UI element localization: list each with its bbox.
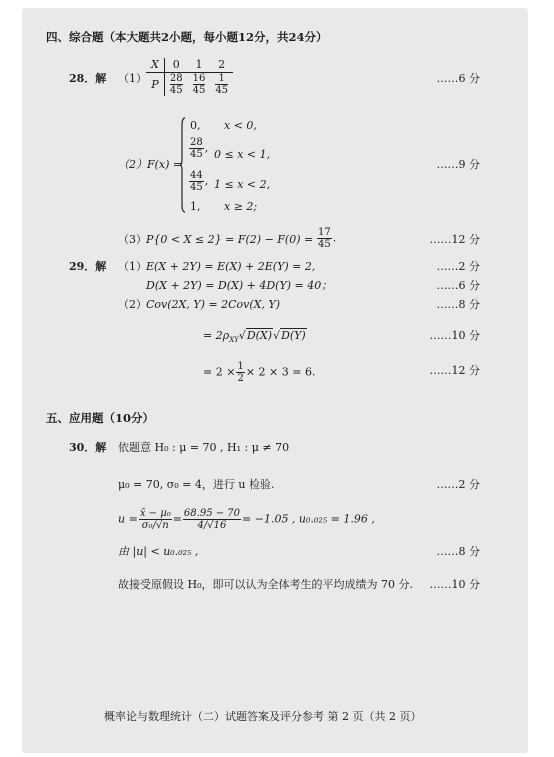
cdf-case-condition: 0 ≤ x < 1, xyxy=(214,148,271,161)
section4-heading: 四、综合题（本大题共2小题，每小题12分，共24分） xyxy=(46,30,328,44)
q28-part3-result: $\frac{17}{45}$ . xyxy=(318,227,337,250)
cdf-case-value: 0, xyxy=(190,119,201,132)
q28-part3-expression: P{0 < X ≤ 2} = F(2) − F(0) = xyxy=(146,233,314,246)
q28-part3-points: ……12 分 xyxy=(429,233,480,246)
cdf-case-value: $\frac{28}{45}$ , xyxy=(190,137,209,160)
cdf-case-value: 1, xyxy=(190,200,201,213)
q30-number: 30．解 xyxy=(69,441,107,454)
q30-test-statistic: u = $\frac{\text{x̄ − μ₀}}{\text{σ₀/√n}}$ = $\frac{68.95 - 70}{4/√16}$ = −1.05 , u₀.₀₂₅ = 1.96 , xyxy=(118,508,375,531)
q28-number: 28．解 xyxy=(69,72,107,85)
cdf-case-condition: x < 0, xyxy=(224,119,257,132)
table-x-value: 0 xyxy=(164,58,187,73)
q29-line2: D(X + 2Y) = D(X) + 4D(Y) = 40； xyxy=(146,279,333,292)
section5-heading: 五、应用题（10分） xyxy=(46,411,155,425)
q30-hypotheses: 依题意 H₀ : μ = 70 , H₁ : μ ≠ 70 xyxy=(118,441,290,454)
cdf-case-value: $\frac{44}{45}$ , xyxy=(190,170,209,193)
table-p-value: 28 45 xyxy=(169,73,183,96)
q29-line5: = 2 × $\frac{1}{2}$ × 2 × 3 = 6. xyxy=(203,361,316,384)
page-footer: 概率论与数理统计（二）试题答案及评分参考 第 2 页（共 2 页） xyxy=(104,710,422,723)
q29-number: 29．解 xyxy=(69,260,107,273)
q30-line4-points: ……8 分 xyxy=(436,545,480,558)
table-x-value: 2 xyxy=(210,58,233,73)
q29-line4-points: ……10 分 xyxy=(429,329,480,342)
q29-line1: E(X + 2Y) = E(X) + 2E(Y) = 2, xyxy=(146,260,316,273)
q30-parameters: μ₀ = 70, σ₀ = 4，进行 u 检验. xyxy=(118,478,275,491)
q28-part1-label: （1） xyxy=(118,72,147,85)
q29-line1-points: ……2 分 xyxy=(436,260,480,273)
table-p-value: 16 45 xyxy=(192,73,206,96)
q28-part2-label: （2）F(x) = xyxy=(118,158,183,171)
q28-part2-points: ……9 分 xyxy=(436,158,480,171)
q29-line4: = $2\rho_{XY}√D(X)√D(Y)$ xyxy=(203,329,306,345)
q30-conclusion: 故接受原假设 H₀，即可以认为全体考生的平均成绩为 70 分. xyxy=(118,578,413,591)
left-brace xyxy=(180,117,186,213)
q29-part2-label: （2） xyxy=(118,298,147,311)
table-x-label: X xyxy=(146,58,164,73)
q30-comparison: 由 |u| < u₀.₀₂₅ , xyxy=(118,545,199,558)
table-p-label: P xyxy=(146,73,164,97)
cdf-case-condition: 1 ≤ x < 2, xyxy=(214,178,271,191)
q28-part1-points: ……6 分 xyxy=(436,72,480,85)
probability-table xyxy=(146,58,233,96)
q29-part1-label: （1） xyxy=(118,260,147,273)
table-x-value: 1 xyxy=(188,58,211,73)
q30-line5-points: ……10 分 xyxy=(429,578,480,591)
q29-line3-points: ……8 分 xyxy=(436,298,480,311)
q29-line5-points: ……12 分 xyxy=(429,364,480,377)
q29-line3: Cov(2X, Y) = 2Cov(X, Y) xyxy=(146,298,281,311)
q28-part3-label: （3） xyxy=(118,233,147,246)
cdf-case-condition: x ≥ 2; xyxy=(224,200,258,213)
q29-line2-points: ……6 分 xyxy=(436,279,480,292)
table-p-value: 1 45 xyxy=(215,73,229,96)
q30-line2-points: ……2 分 xyxy=(436,478,480,491)
